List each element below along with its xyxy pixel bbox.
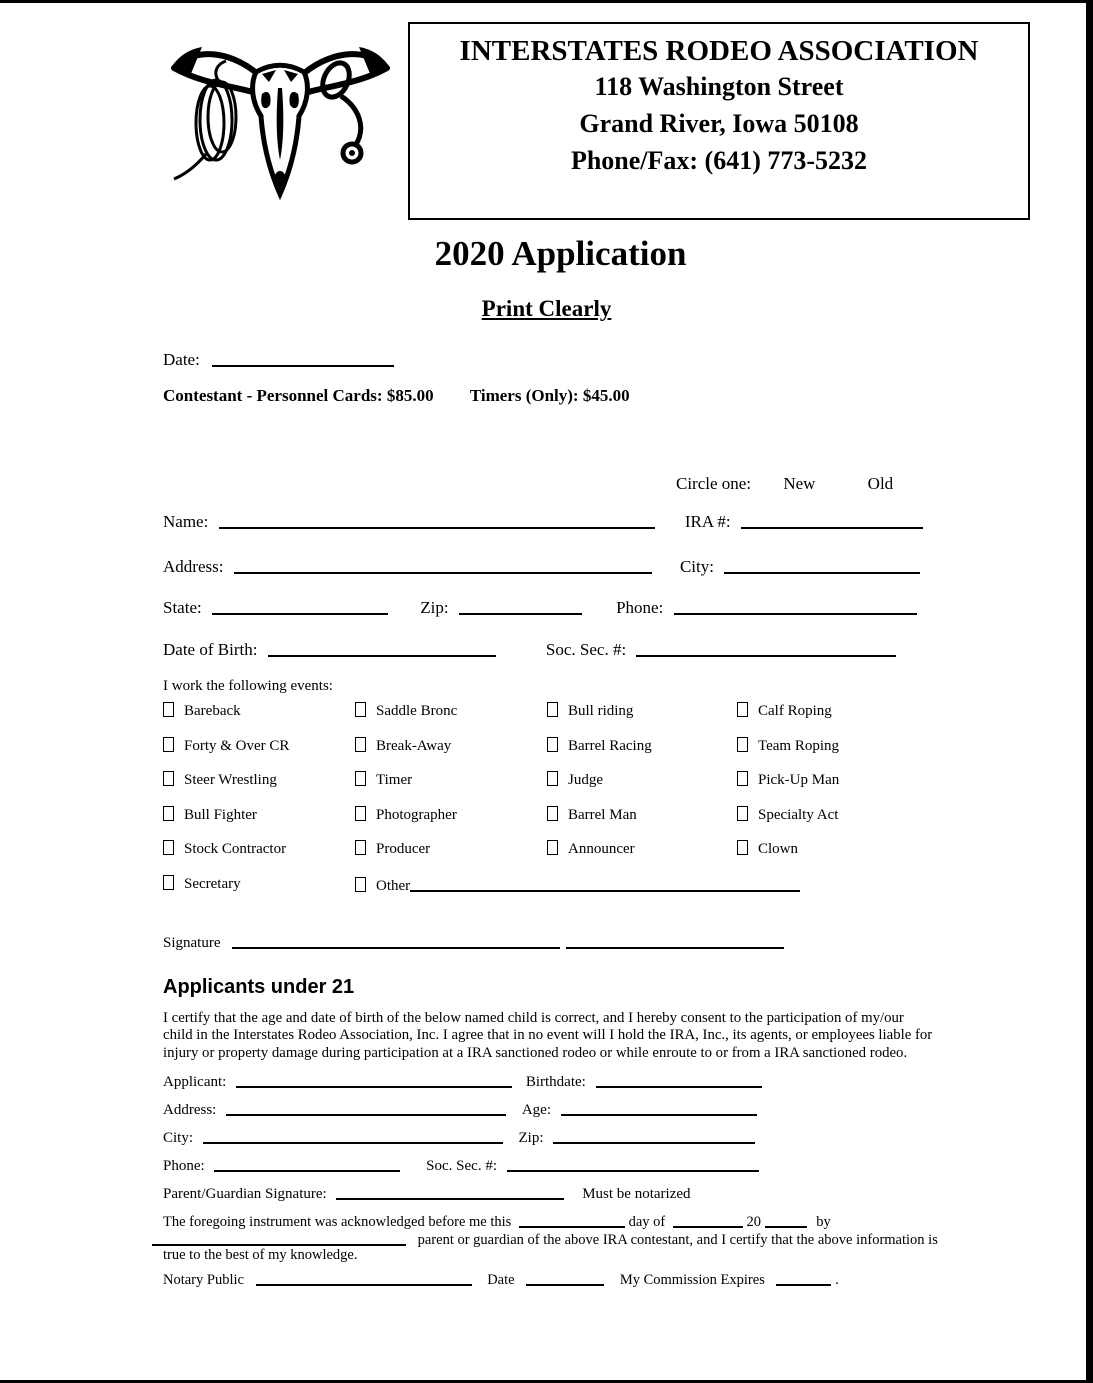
event-option[interactable]: Clown <box>737 840 963 875</box>
signature-input-line[interactable] <box>232 932 560 949</box>
event-option[interactable]: Barrel Man <box>547 806 737 841</box>
notary-date-label: Date <box>487 1272 515 1288</box>
event-checkbox[interactable] <box>163 737 174 752</box>
events-intro: I work the following events: <box>163 678 333 694</box>
event-option[interactable]: Specialty Act <box>737 806 963 841</box>
address-age-row <box>163 1099 757 1119</box>
state-zip-phone-row <box>163 598 917 618</box>
ack-day-input-line[interactable] <box>519 1211 625 1228</box>
phone-input-line[interactable] <box>674 598 917 615</box>
event-checkbox[interactable] <box>355 840 366 855</box>
state-label: State: <box>163 598 202 617</box>
ira-number-input-line[interactable] <box>741 512 923 529</box>
name-label: Name: <box>163 512 209 531</box>
notary-public-input-line[interactable] <box>256 1269 472 1286</box>
notary-date-input-line[interactable] <box>526 1269 604 1286</box>
zip2-label: Zip: <box>518 1130 544 1146</box>
event-option[interactable]: Team Roping <box>737 737 963 772</box>
dob-input-line[interactable] <box>268 640 496 657</box>
event-option[interactable]: Stock Contractor <box>163 840 355 875</box>
address-city-row <box>163 557 920 577</box>
phone-ssn-row <box>163 1155 759 1175</box>
applicant-birthdate-row <box>163 1071 762 1091</box>
other-input-line[interactable] <box>410 875 800 892</box>
event-option-other[interactable] <box>355 875 963 910</box>
city2-input-line[interactable] <box>203 1127 503 1144</box>
event-option[interactable]: Photographer <box>355 806 547 841</box>
city-label: City: <box>679 557 714 576</box>
acknowledgment-line3 <box>163 1247 358 1264</box>
ack-text-2: day of <box>628 1214 666 1230</box>
event-option[interactable]: Judge <box>547 771 737 806</box>
event-checkbox[interactable] <box>737 737 748 752</box>
phone2-input-line[interactable] <box>214 1155 400 1172</box>
event-checkbox[interactable] <box>163 702 174 717</box>
phone-label: Phone: <box>616 598 664 617</box>
org-street: 118 Washington Street <box>594 72 844 101</box>
notary-public-label: Notary Public <box>163 1272 244 1288</box>
circle-one-row <box>676 474 893 494</box>
event-option[interactable]: Steer Wrestling <box>163 771 355 806</box>
other-label: Other <box>376 877 411 894</box>
event-option[interactable]: Secretary <box>163 875 355 910</box>
event-checkbox[interactable] <box>547 702 558 717</box>
date-label: Date: <box>163 350 200 369</box>
acknowledgment-line1 <box>163 1211 831 1231</box>
parent-signature-row <box>163 1183 691 1203</box>
event-checkbox[interactable] <box>547 771 558 786</box>
notary-period: . <box>835 1272 839 1288</box>
print-clearly-note: Print Clearly <box>481 296 612 321</box>
commission-expires-input-line[interactable] <box>776 1269 831 1286</box>
event-option[interactable]: Bareback <box>163 702 355 737</box>
contestant-fee-label: Contestant - Personnel Cards: $85.00 <box>163 386 434 405</box>
circle-one-option-old[interactable]: Old <box>867 474 894 493</box>
signature-input-line-2[interactable] <box>566 932 784 949</box>
zip-input-line[interactable] <box>459 598 582 615</box>
date-input-line[interactable] <box>212 350 394 367</box>
signature-label: Signature <box>163 935 221 951</box>
zip2-input-line[interactable] <box>553 1127 755 1144</box>
event-checkbox[interactable] <box>737 840 748 855</box>
under21-heading: Applicants under 21 <box>163 976 355 998</box>
ssn-label: Soc. Sec. #: <box>545 640 627 659</box>
circle-one-option-new[interactable]: New <box>783 474 816 493</box>
event-checkbox[interactable] <box>355 771 366 786</box>
age-input-line[interactable] <box>561 1099 757 1116</box>
event-option[interactable]: Bull Fighter <box>163 806 355 841</box>
commission-expires-label: My Commission Expires <box>619 1272 765 1288</box>
event-option[interactable]: Bull riding <box>547 702 737 737</box>
org-city-state-zip: Grand River, Iowa 50108 <box>579 109 859 138</box>
ack-month-input-line[interactable] <box>673 1211 743 1228</box>
address2-label: Address: <box>163 1102 217 1118</box>
address-input-line[interactable] <box>234 557 652 574</box>
event-checkbox[interactable] <box>547 840 558 855</box>
ack-guardian-name-input-line[interactable] <box>152 1229 406 1246</box>
event-option[interactable]: Calf Roping <box>737 702 963 737</box>
event-checkbox[interactable] <box>163 840 174 855</box>
event-checkbox[interactable] <box>547 737 558 752</box>
ack-text-4: by <box>816 1214 831 1230</box>
parent-signature-input-line[interactable] <box>336 1183 564 1200</box>
ack-text-1: The foregoing instrument was acknowledged before me this <box>163 1214 512 1230</box>
city-input-line[interactable] <box>724 557 920 574</box>
bull-skull-logo <box>158 22 403 222</box>
fees-row <box>163 386 630 406</box>
dob-ssn-row <box>163 640 896 660</box>
ack-text-3: 20 <box>746 1214 761 1230</box>
form-title: 2020 Application <box>434 234 687 273</box>
dob-label: Date of Birth: <box>163 640 258 659</box>
acknowledgment-line2 <box>152 1229 938 1249</box>
under21-certification-text: I certify that the age and date of birth of the below named child is correct, and I hereby consent to the participation of my/our child in the Interstates Rodeo Association, Inc. I agree that in no event will I hold the IRA, Inc., its agents, or employees liable for injury or property damage during participation at a IRA sanctioned rodeo or while enroute to or from a IRA sanctioned rodeo. <box>163 1010 933 1061</box>
must-be-notarized-note: Must be notarized <box>582 1186 691 1202</box>
name-ira-row <box>163 512 923 532</box>
event-checkbox[interactable] <box>355 702 366 717</box>
phone2-label: Phone: <box>163 1158 205 1174</box>
ssn2-input-line[interactable] <box>507 1155 759 1172</box>
name-input-line[interactable] <box>219 512 655 529</box>
event-option[interactable]: Announcer <box>547 840 737 875</box>
event-option[interactable]: Timer <box>355 771 547 806</box>
address-label: Address: <box>163 557 224 576</box>
city2-label: City: <box>163 1130 194 1146</box>
ack-text-6: true to the best of my knowledge. <box>163 1247 358 1263</box>
event-checkbox[interactable] <box>163 875 174 890</box>
signature-row <box>163 932 784 952</box>
zip-label: Zip: <box>420 598 449 617</box>
event-option[interactable]: Break-Away <box>355 737 547 772</box>
association-header-box <box>408 22 1030 220</box>
circle-one-label: Circle one: <box>676 474 752 493</box>
notary-row <box>163 1269 839 1289</box>
events-checkbox-grid <box>163 702 963 910</box>
timers-fee-label: Timers (Only): $45.00 <box>469 386 630 405</box>
event-checkbox[interactable] <box>737 702 748 717</box>
event-option[interactable]: Pick-Up Man <box>737 771 963 806</box>
parent-signature-label: Parent/Guardian Signature: <box>163 1186 327 1202</box>
event-checkbox[interactable] <box>355 737 366 752</box>
event-option[interactable]: Producer <box>355 840 547 875</box>
event-checkbox[interactable] <box>355 877 366 892</box>
scan-border-right <box>1086 0 1093 1383</box>
ssn2-label: Soc. Sec. #: <box>426 1158 497 1174</box>
event-checkbox[interactable] <box>355 806 366 821</box>
age-label: Age: <box>521 1102 551 1118</box>
event-option[interactable]: Forty & Over CR <box>163 737 355 772</box>
event-checkbox[interactable] <box>737 771 748 786</box>
city-zip-row <box>163 1127 755 1147</box>
ack-year-input-line[interactable] <box>765 1211 807 1228</box>
applicant-label: Applicant: <box>163 1074 227 1090</box>
org-phone-fax: Phone/Fax: (641) 773-5232 <box>570 146 868 175</box>
scan-border-top <box>0 0 1093 3</box>
org-name: INTERSTATES RODEO ASSOCIATION <box>459 35 979 67</box>
birthdate-label: Birthdate: <box>525 1074 586 1090</box>
ssn-input-line[interactable] <box>636 640 896 657</box>
bull-skull-icon <box>158 22 403 222</box>
state-input-line[interactable] <box>212 598 388 615</box>
event-option[interactable]: Saddle Bronc <box>355 702 547 737</box>
date-row <box>163 350 394 370</box>
ack-text-5: parent or guardian of the above IRA contestant, and I certify that the above information is <box>417 1232 938 1248</box>
ira-number-label: IRA #: <box>684 512 731 531</box>
event-checkbox[interactable] <box>163 771 174 786</box>
event-checkbox[interactable] <box>547 806 558 821</box>
event-option[interactable]: Barrel Racing <box>547 737 737 772</box>
birthdate-input-line[interactable] <box>596 1071 762 1088</box>
applicant-input-line[interactable] <box>236 1071 512 1088</box>
address2-input-line[interactable] <box>226 1099 506 1116</box>
event-checkbox[interactable] <box>163 806 174 821</box>
event-checkbox[interactable] <box>737 806 748 821</box>
